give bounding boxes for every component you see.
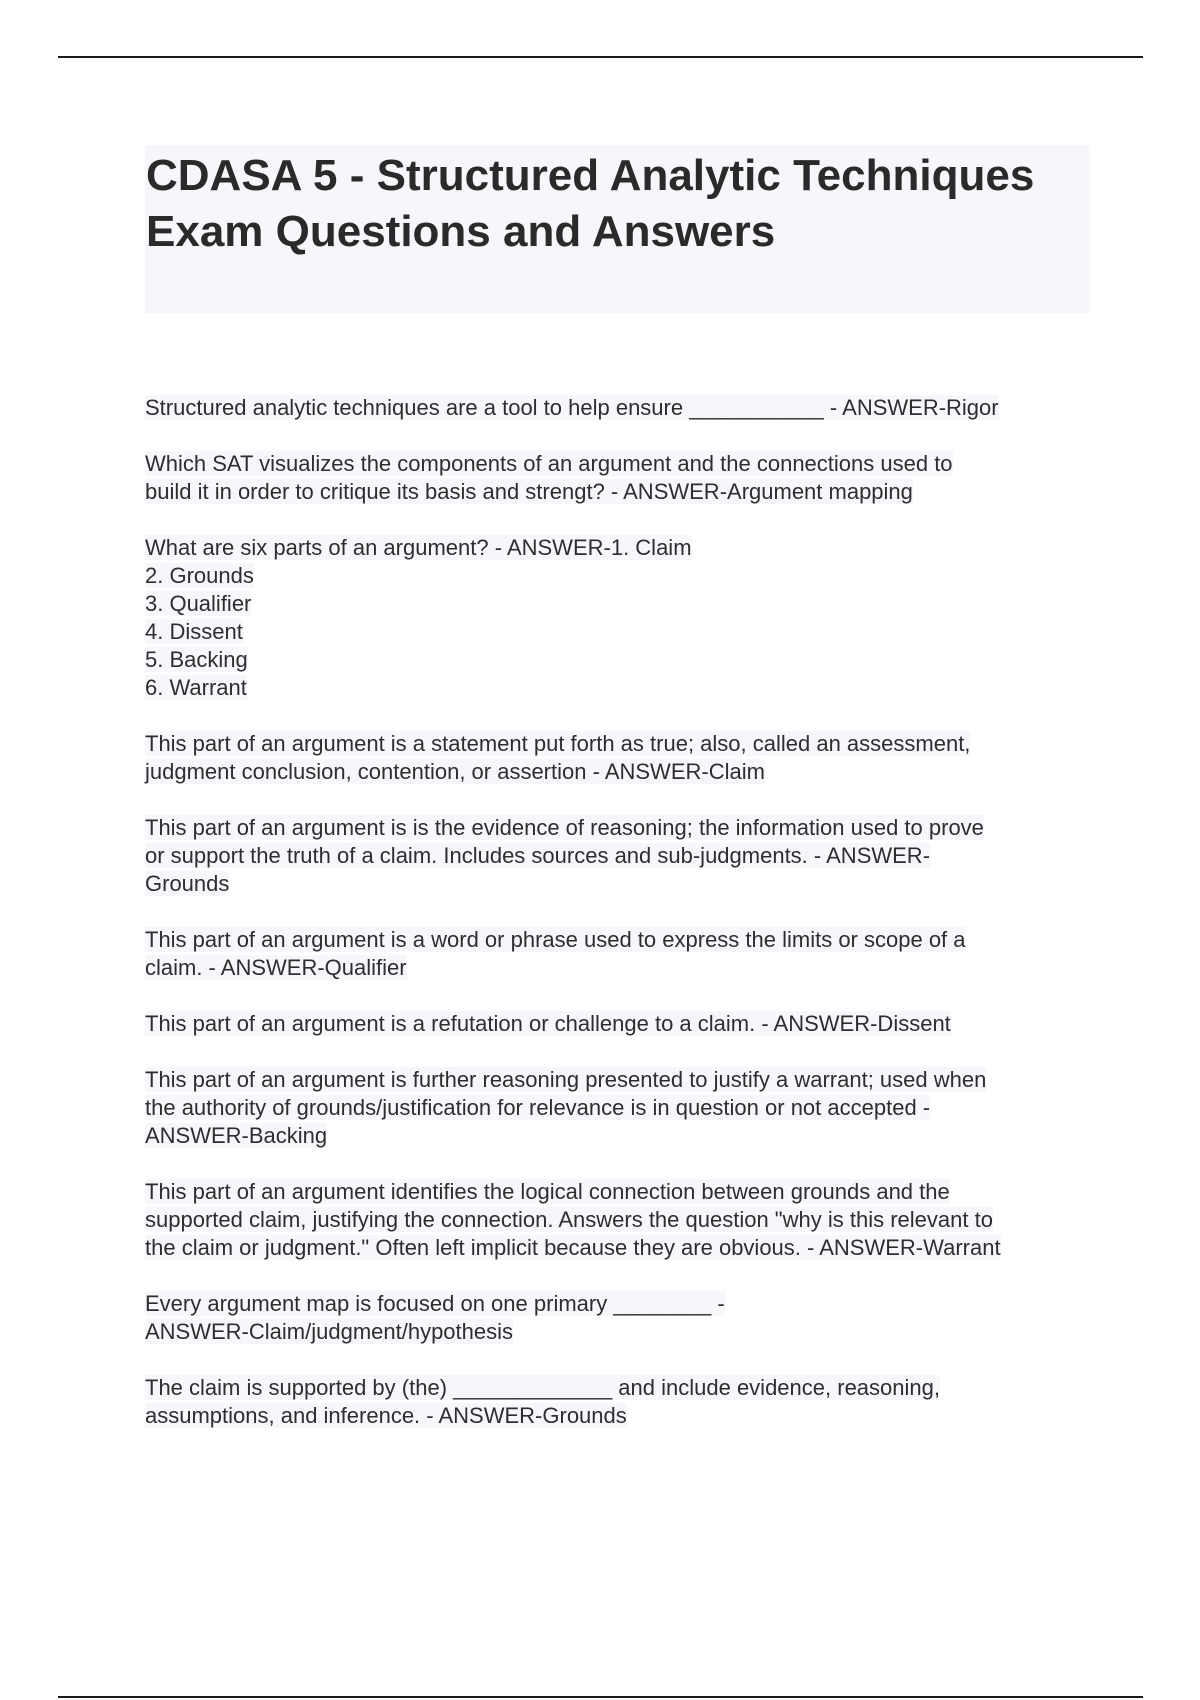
qa-list bbox=[145, 394, 1095, 1458]
qa-text: Which SAT visualizes the components of an argument and the connections used to build it in order to critique its basis and strengt? - ANSWER-Argument mapping bbox=[145, 451, 953, 504]
qa-item bbox=[145, 814, 1095, 898]
qa-item bbox=[145, 1178, 1095, 1262]
top-rule bbox=[58, 56, 1143, 58]
qa-text: This part of an argument is a refutation or challenge to a claim. - ANSWER-Dissent bbox=[145, 1011, 951, 1036]
qa-text: What are six parts of an argument? - ANSWER-1. Claim 2. Grounds 3. Qualifier 4. Dissent 5. Backing 6. Warrant bbox=[145, 535, 692, 700]
qa-item bbox=[145, 450, 1095, 506]
bottom-rule bbox=[58, 1696, 1143, 1698]
qa-text: This part of an argument is further reasoning presented to justify a warrant; used when the authority of grounds/justification for relevance is in question or not accepted - ANSWER-Backing bbox=[145, 1067, 987, 1148]
document-title: CDASA 5 - Structured Analytic Techniques Exam Questions and Answers bbox=[146, 151, 1035, 256]
qa-text: Every argument map is focused on one primary ________ - ANSWER-Claim/judgment/hypothesis bbox=[145, 1291, 725, 1344]
title-block bbox=[145, 145, 1090, 313]
qa-item bbox=[145, 1374, 1095, 1430]
qa-text: The claim is supported by (the) _____________ and include evidence, reasoning, assumptions, and inference. - ANSWER-Grounds bbox=[145, 1375, 940, 1428]
qa-text: This part of an argument is is the evidence of reasoning; the information used to prove or support the truth of a claim. Includes sources and sub-judgments. - ANSWER- Grounds bbox=[145, 815, 984, 896]
qa-text: Structured analytic techniques are a tool to help ensure ___________ - ANSWER-Rigor bbox=[145, 395, 999, 420]
qa-item bbox=[145, 1010, 1095, 1038]
qa-item bbox=[145, 394, 1095, 422]
qa-item bbox=[145, 1066, 1095, 1150]
qa-item bbox=[145, 534, 1095, 702]
qa-item bbox=[145, 1290, 1095, 1346]
qa-text: This part of an argument identifies the logical connection between grounds and the supported claim, justifying the connection. Answers the question "why is this relevant to the claim or judgment." Often left implicit because they are obvious. - ANSWER-Warrant bbox=[145, 1179, 1001, 1260]
qa-text: This part of an argument is a statement put forth as true; also, called an assessment, judgment conclusion, contention, or assertion - ANSWER-Claim bbox=[145, 731, 971, 784]
qa-item bbox=[145, 926, 1095, 982]
qa-text: This part of an argument is a word or phrase used to express the limits or scope of a claim. - ANSWER-Qualifier bbox=[145, 927, 966, 980]
qa-item bbox=[145, 730, 1095, 786]
